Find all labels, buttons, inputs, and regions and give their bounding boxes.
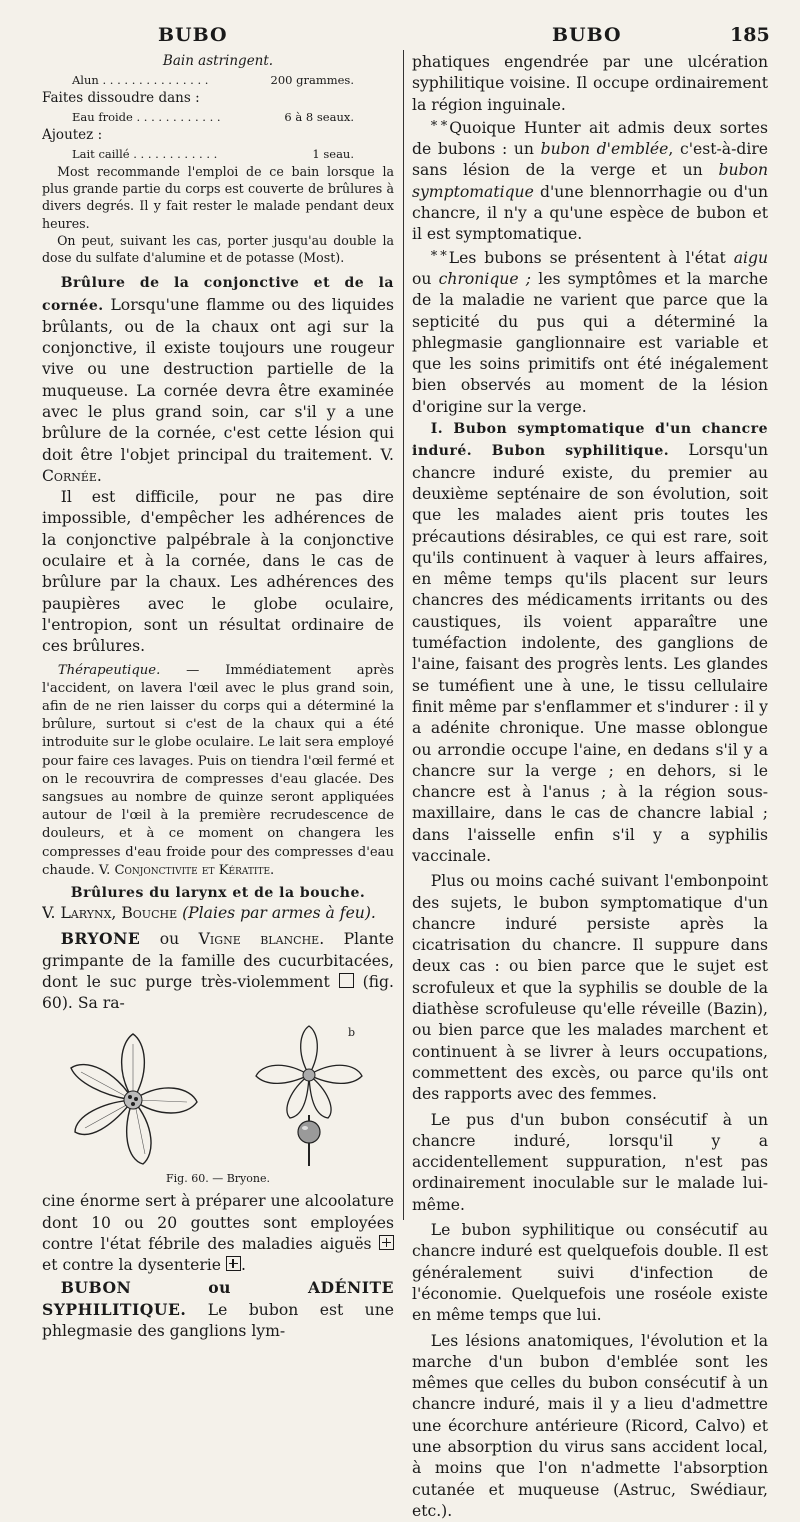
paragraph-therapeutique bbox=[42, 662, 394, 880]
asterism-icon: * * bbox=[430, 248, 445, 264]
paragraph-double-dose: On peut, suivant les cas, porter jusqu'au double la dose du sulfate d'alumine et de potasse (Most). bbox=[42, 232, 394, 266]
paragraph-brulure-conjonctive bbox=[42, 272, 394, 487]
body-text: et contre la dysenterie bbox=[42, 1256, 226, 1275]
recipe-line-milk bbox=[42, 145, 394, 163]
recipe-line-alun bbox=[42, 71, 394, 89]
recipe-instruction: Faites dissoudre dans : bbox=[42, 90, 200, 106]
italic-term: bubon symptomatique bbox=[412, 161, 768, 201]
italic-term: aigu bbox=[733, 248, 768, 267]
section-heading-larynx: Brûlures du larynx et de la bouche. bbox=[70, 885, 366, 901]
body-text: . bbox=[240, 1256, 246, 1275]
body-text: — Immédiatement après l'accident, on lavera l'œil avec le plus grand soin, afin de ne rien laisser du corps qui a déterminé la brûlure, surtout si c'est de la chaux qui a été introduite sur le globe oculaire. Le lait sera employé pour faire ces lavages. Puis on tiendra l'œil fermé et on le recouvrira de compresses d'eau glacée. Des sangsues au nombre de quinze seront appliquées autour de l'œil à la première recrudescence de douleurs, et à ce moment on changera les compresses d'eau froide pour des compresses d'eau chaude. V. bbox=[42, 662, 394, 878]
italic-term: chronique ; bbox=[438, 269, 532, 288]
recipe-quantity: 1 seau. bbox=[312, 147, 354, 161]
recipe-quantity: 200 grammes. bbox=[270, 73, 354, 87]
asterism-icon: * * bbox=[430, 118, 446, 134]
header-right-title: BUBO bbox=[552, 24, 622, 46]
paragraph-most: Most recommande l'emploi de ce bain lorsque la plus grande partie du corps est couverte de brûlures à divers degrés. Il y fait rester le malade pendant deux heures. bbox=[42, 164, 394, 231]
bryone-flower-side-icon bbox=[244, 1020, 374, 1170]
recipe-quantity: 6 à 8 seaux. bbox=[284, 110, 354, 124]
body-text: Lorsqu'une flamme ou des liquides brûlants, ou de la chaux ont agi sur la conjonctive, il existe toujours une rougeur vive ou une destruction partielle de la muqueuse. La cornée devra être examinée avec le plus grand soin, car s'il y a une brûlure de la cornée, c'est cette lésion qui doit être l'objet principal du traitement. V. bbox=[42, 295, 394, 464]
figure-reference: (fig. 60). Sa ra- bbox=[42, 972, 394, 1013]
figure-bryone bbox=[42, 1020, 394, 1170]
body-text: d'une blennorrhagie ou d'un chancre, il n'y a qu'une espèce de bubon et il est symptomatique. bbox=[412, 182, 768, 244]
body-text: , c'est-à-dire sans lésion de la verge et un bbox=[412, 140, 768, 180]
paragraph-continuation: phatiques engendrée par une ulcération syphilitique voisine. Il occupe ordinairement la région inguinale. bbox=[412, 53, 768, 114]
paragraph-pus: Le pus d'un bubon consécutif à un chancre induré, lorsqu'il y a accidentellement suppuration, n'est pas ordinairement inoculable sur le malade lui-même. bbox=[412, 1110, 768, 1214]
body-text: Les bubons se présentent à l'état bbox=[448, 248, 734, 267]
body-text: ou bbox=[412, 269, 439, 288]
paragraph-section-1 bbox=[412, 418, 768, 867]
boxed-plus-icon bbox=[226, 1256, 241, 1271]
body-text: Quoique Hunter ait admis deux sortes de bubons : un bbox=[412, 118, 768, 159]
entry-alt-name: Vigne blanche. bbox=[198, 930, 325, 949]
paragraph-larynx-ref bbox=[42, 903, 394, 924]
cross-reference: Conjonctivite et Kératite. bbox=[114, 862, 275, 878]
section-heading: I. Bubon symptomatique d'un chancre induré. Bubon syphilitique. bbox=[412, 421, 768, 460]
entry-heading: BRYONE bbox=[60, 929, 141, 949]
header-left-title: BUBO bbox=[158, 24, 228, 46]
paragraph-adherences: Il est difficile, pour ne pas dire impossible, d'empêcher les adhérences de la conjonctive palpébrale à la conjonctive oculaire et à la cornée, dans le cas de brûlure par la chaux. Les adhérences des paupières avec le globe oculaire, l'entropion, sont un résultat ordinaire de ces brûlures. bbox=[42, 488, 394, 656]
paragraph-bubon bbox=[42, 1277, 394, 1343]
bryone-flower-front-icon bbox=[63, 1030, 203, 1170]
paragraph-aigu-chronique bbox=[412, 246, 768, 418]
paragraph-embonpoint: Plus ou moins caché suivant l'embonpoint des sujets, le bubon symptomatique d'un chancre induré persiste après la cicatrisation du chancre. Il suppure dans deux cas : ou bien parce que le sujet est scrofuleux et que la syphilis se double de la diathèse scrofuleuse qu'elle réveille (Bazin), ou bien parce que les malades marchent et continuent à se livrer à leurs occupations, commettent des excès, ou parce qu'ils ont des rapports avec des femmes. bbox=[412, 872, 768, 1104]
entry-heading: BUBON ou ADÉNITE SYPHILITIQUE. bbox=[42, 1277, 394, 1319]
body-text: les symptômes et la marche de la maladie ne varient que parce que la septicité du pus qui a déterminé la phlegmasie ganglionnaire est variable et que les soins primitifs ont été inégalement bien observés au moment de la lésion d'origine sur la verge. bbox=[412, 269, 768, 416]
figure-caption: Fig. 60. — Bryone. bbox=[166, 1172, 270, 1186]
recipe-ingredient: Alun . . . . . . . . . . . . . . . bbox=[72, 73, 209, 87]
recipe-line-water bbox=[42, 108, 394, 126]
open-square-icon bbox=[339, 973, 354, 988]
body-text: Lorsqu'un chancre induré existe, du premier au deuxième septénaire de son évolution, soit que les malades aient pris toutes les précautions désirables, ce qui est rare, soit qu'ils continuent à vaquer à leurs affaires, en même temps qu'ils placent sur leurs chancres des médicaments irritants ou des caustiques, ils voient apparaître une tuméfaction indolente, des ganglions de l'aine, faisant des progrès lents. Les glandes se tuméfient une à une, le tissu cellulaire finit même par s'enflammer et s'indurer : il y a adénite chronique. Une masse oblongue ou arrondie occupe l'aine, en dedans s'il y a chancre sur la verge ; en dehors, si le chancre est à l'anus ; à la région sous-maxillaire, dans le cas de chancre labial ; dans l'aisselle enfin s'il y a syphilis vaccinale. bbox=[412, 441, 768, 865]
right-column bbox=[412, 52, 768, 1522]
ref-prefix: V. bbox=[42, 904, 61, 922]
section-heading: Brûlure de la conjonctive et de la cornée. bbox=[42, 275, 394, 314]
recipe-ingredient: Eau froide . . . . . . . . . . . . bbox=[72, 110, 221, 124]
cross-reference: Cornée. bbox=[42, 466, 102, 485]
paragraph-lesions: Les lésions anatomiques, l'évolution et la marche d'un bubon d'emblée sont les mêmes que celles du bubon consécutif à un chancre induré, mais il y a lieu d'admettre une écorchure antérieure (Ricord, Calvo) et une absorption du virus sans accident local, à moins que l'on n'admette l'absorption cutanée et muqueuse (Astruc, Swédiaur, etc.). bbox=[412, 1331, 768, 1520]
recipe-ingredient: Lait caillé . . . . . . . . . . . . bbox=[72, 147, 218, 161]
connector-text: ou bbox=[140, 930, 199, 949]
paragraph-bryone bbox=[42, 928, 394, 1014]
italic-note: (Plaies par armes à feu). bbox=[182, 904, 376, 922]
figure-label-b: b bbox=[347, 1026, 355, 1040]
paragraph-hunter bbox=[412, 116, 768, 246]
therapeutique-label: Thérapeutique. bbox=[57, 662, 161, 678]
paragraph-bubon-double: Le bubon syphilitique ou consécutif au chancre induré est quelquefois double. Il est généralement suivi d'infection de l'économie. Quelquefois une roséole existe en même temps que lui. bbox=[412, 1221, 768, 1325]
body-text: Le bubon est une phlegmasie des ganglions lym- bbox=[42, 1300, 394, 1341]
recipe-title: Bain astringent. bbox=[162, 53, 274, 69]
column-divider bbox=[403, 50, 404, 1220]
recipe-instruction: Ajoutez : bbox=[42, 127, 103, 143]
body-text: Plante grimpante de la famille des cucurbitacées, dont le suc purge très-violemment bbox=[42, 930, 394, 991]
paragraph-racine bbox=[42, 1191, 394, 1276]
body-text: cine énorme sert à préparer une alcoolature dont 10 ou 20 gouttes sont employées contre l'état fébrile des maladies aiguës bbox=[42, 1192, 394, 1254]
page-number: 185 bbox=[730, 24, 770, 46]
cross-reference: Larynx, Bouche bbox=[60, 904, 178, 922]
italic-term: bubon d'emblée bbox=[540, 140, 669, 159]
left-column bbox=[42, 52, 394, 1343]
boxed-plus-icon bbox=[379, 1235, 394, 1250]
